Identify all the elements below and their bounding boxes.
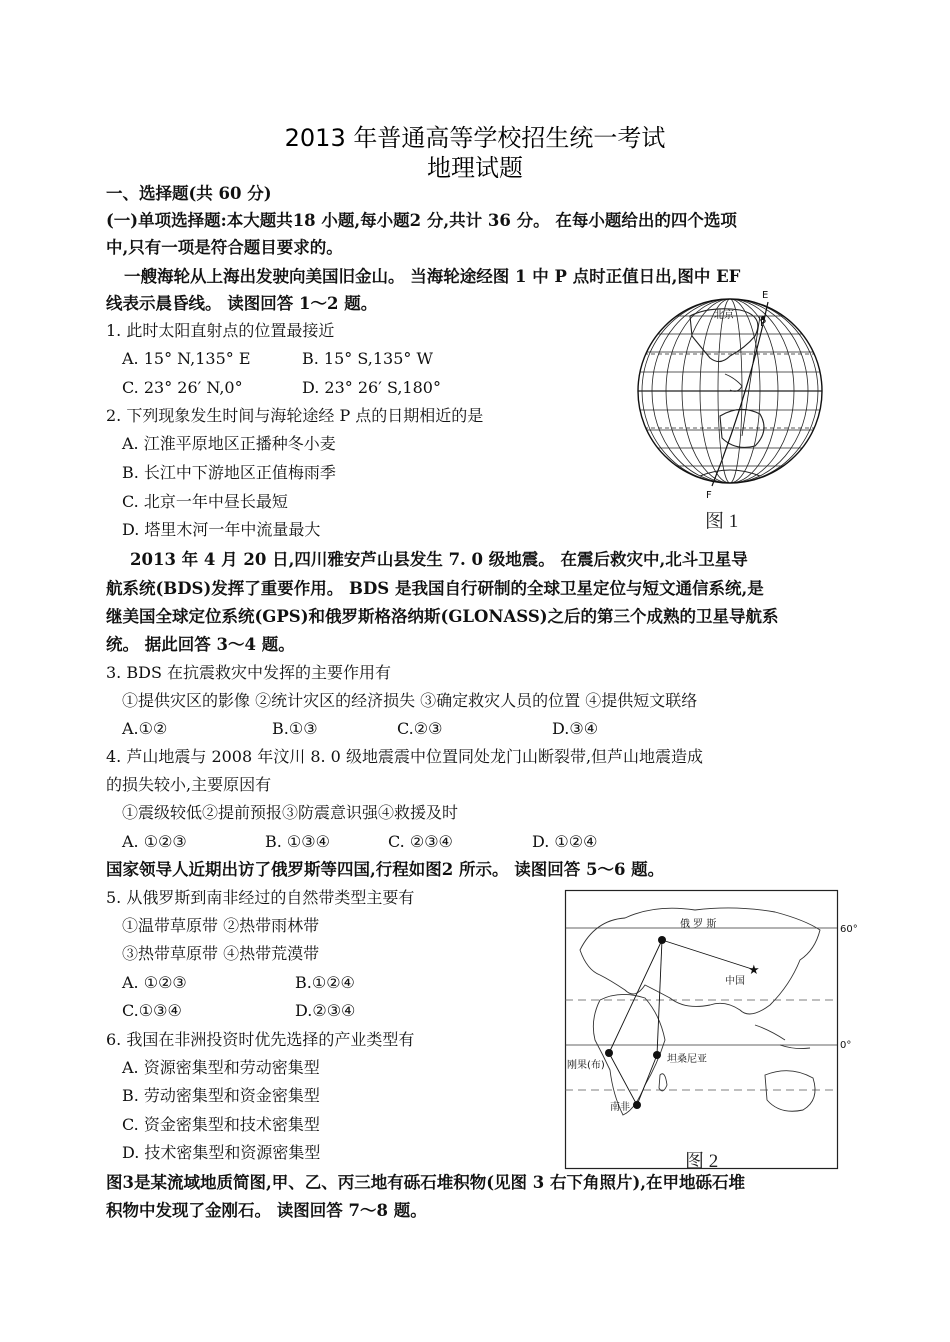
- q6-option-a: A. 资源密集型和劳动密集型: [122, 1058, 320, 1077]
- q3-option-c: C.②③: [397, 719, 443, 738]
- question-3: 3. BDS 在抗震救灾中发挥的主要作用有: [106, 663, 391, 682]
- question-4-line-1: 4. 芦山地震与 2008 年汶川 8. 0 级地震震中位置同处龙门山断裂带,但芦山地震造成: [106, 747, 704, 766]
- q1-option-d: D. 23° 26′ S,180°: [302, 378, 441, 397]
- q4-option-b: B. ①③④: [265, 832, 330, 851]
- fig2-label-60: 60°: [840, 924, 858, 935]
- q6-option-d: D. 技术密集型和资源密集型: [122, 1143, 321, 1162]
- stem-2-line-3: 继美国全球定位系统(GPS)和俄罗斯格洛纳斯(GLONASS)之后的第三个成熟的卫星导航系: [106, 607, 779, 626]
- fig1-label-f: F: [706, 490, 712, 501]
- section-subheading-1: (一)单项选择题:本大题共18 小题,每小题2 分,共计 36 分。 在每小题给出的四个选项: [106, 211, 737, 230]
- q3-items: ①提供灾区的影像 ②统计灾区的经济损失 ③确定救灾人员的位置 ④提供短文联络: [122, 691, 698, 710]
- figure-2-caption: 图 2: [685, 1151, 719, 1172]
- figure-1-caption: 图 1: [705, 511, 739, 532]
- stem-1-line-2: 线表示晨昏线。 读图回答 1～2 题。: [106, 294, 378, 313]
- fig1-label-p: P: [760, 318, 767, 329]
- q1-option-a: A. 15° N,135° E: [122, 349, 251, 368]
- figure-1-globe: [630, 286, 840, 526]
- stem-4-line-1: 图3是某流域地质简图,甲、乙、丙三地有砾石堆积物(见图 3 右下角照片),在甲地砾石堆: [106, 1173, 746, 1192]
- question-1: 1. 此时太阳直射点的位置最接近: [106, 321, 335, 340]
- exam-subject-title: 地理试题: [427, 154, 523, 182]
- q4-option-a: A. ①②③: [122, 832, 187, 851]
- stem-2-line-1: 2013 年 4 月 20 日,四川雅安芦山县发生 7. 0 级地震。 在震后救灾中,北斗卫星导: [130, 550, 748, 569]
- fig2-label-russia: 俄 罗 斯: [680, 919, 717, 930]
- question-5: 5. 从俄罗斯到南非经过的自然带类型主要有: [106, 888, 415, 907]
- q3-option-a: A.①②: [122, 719, 168, 738]
- q6-option-b: B. 劳动密集型和资金密集型: [122, 1086, 320, 1105]
- fig2-label-congo: 刚果(布): [567, 1060, 605, 1071]
- section-subheading-2: 中,只有一项是符合题目要求的。: [106, 238, 343, 257]
- stem-2-line-4: 统。 据此回答 3～4 题。: [106, 635, 295, 654]
- q4-option-d: D. ①②④: [532, 832, 598, 851]
- exam-title: 2013 年普通高等学校招生统一考试: [284, 124, 666, 152]
- stem-2-line-2: 航系统(BDS)发挥了重要作用。 BDS 是我国自行研制的全球卫星定位与短文通信系统,是: [106, 579, 764, 598]
- stem-3: 国家领导人近期出访了俄罗斯等四国,行程如图2 所示。 读图回答 5～6 题。: [106, 860, 665, 879]
- q5-option-a: A. ①②③: [122, 973, 187, 992]
- q5-option-c: C.①③④: [122, 1001, 182, 1020]
- fig1-label-e: E: [762, 290, 769, 301]
- question-6: 6. 我国在非洲投资时优先选择的产业类型有: [106, 1030, 415, 1049]
- q5-option-b: B.①②④: [295, 973, 355, 992]
- stem-1-line-1: 一艘海轮从上海出发驶向美国旧金山。 当海轮途经图 1 中 P 点时正值日出,图中 EF: [124, 267, 741, 286]
- fig2-label-south-africa: 南非: [610, 1102, 630, 1113]
- q2-option-c: C. 北京一年中昼长最短: [122, 492, 288, 511]
- fig2-label-china: 中国: [725, 976, 745, 987]
- fig2-label-tanzania: 坦桑尼亚: [667, 1054, 707, 1065]
- q3-option-d: D.③④: [552, 719, 599, 738]
- fig1-label-beijing: 北京: [714, 310, 734, 321]
- q5-items-2: ③热带草原带 ④热带荒漠带: [122, 944, 320, 963]
- q2-option-b: B. 长江中下游地区正值梅雨季: [122, 463, 336, 482]
- section-heading: 一、选择题(共 60 分): [106, 184, 272, 203]
- fig2-label-0: 0°: [840, 1040, 852, 1051]
- q6-option-c: C. 资金密集型和技术密集型: [122, 1115, 320, 1134]
- question-4-line-2: 的损失较小,主要原因有: [106, 775, 272, 794]
- q3-option-b: B.①③: [272, 719, 318, 738]
- question-2: 2. 下列现象发生时间与海轮途经 P 点的日期相近的是: [106, 406, 484, 425]
- q5-items-1: ①温带草原带 ②热带雨林带: [122, 916, 320, 935]
- q5-option-d: D.②③④: [295, 1001, 356, 1020]
- q1-option-b: B. 15° S,135° W: [302, 349, 433, 368]
- stem-4-line-2: 积物中发现了金刚石。 读图回答 7～8 题。: [106, 1201, 427, 1220]
- figure-2-map: [565, 890, 858, 1170]
- q2-option-d: D. 塔里木河一年中流量最大: [122, 520, 321, 539]
- q4-items: ①震级较低②提前预报③防震意识强④救援及时: [122, 803, 459, 822]
- q4-option-c: C. ②③④: [388, 832, 453, 851]
- star-icon: ★: [748, 963, 760, 978]
- q1-option-c: C. 23° 26′ N,0°: [122, 378, 243, 397]
- q2-option-a: A. 江淮平原地区正播种冬小麦: [122, 434, 336, 453]
